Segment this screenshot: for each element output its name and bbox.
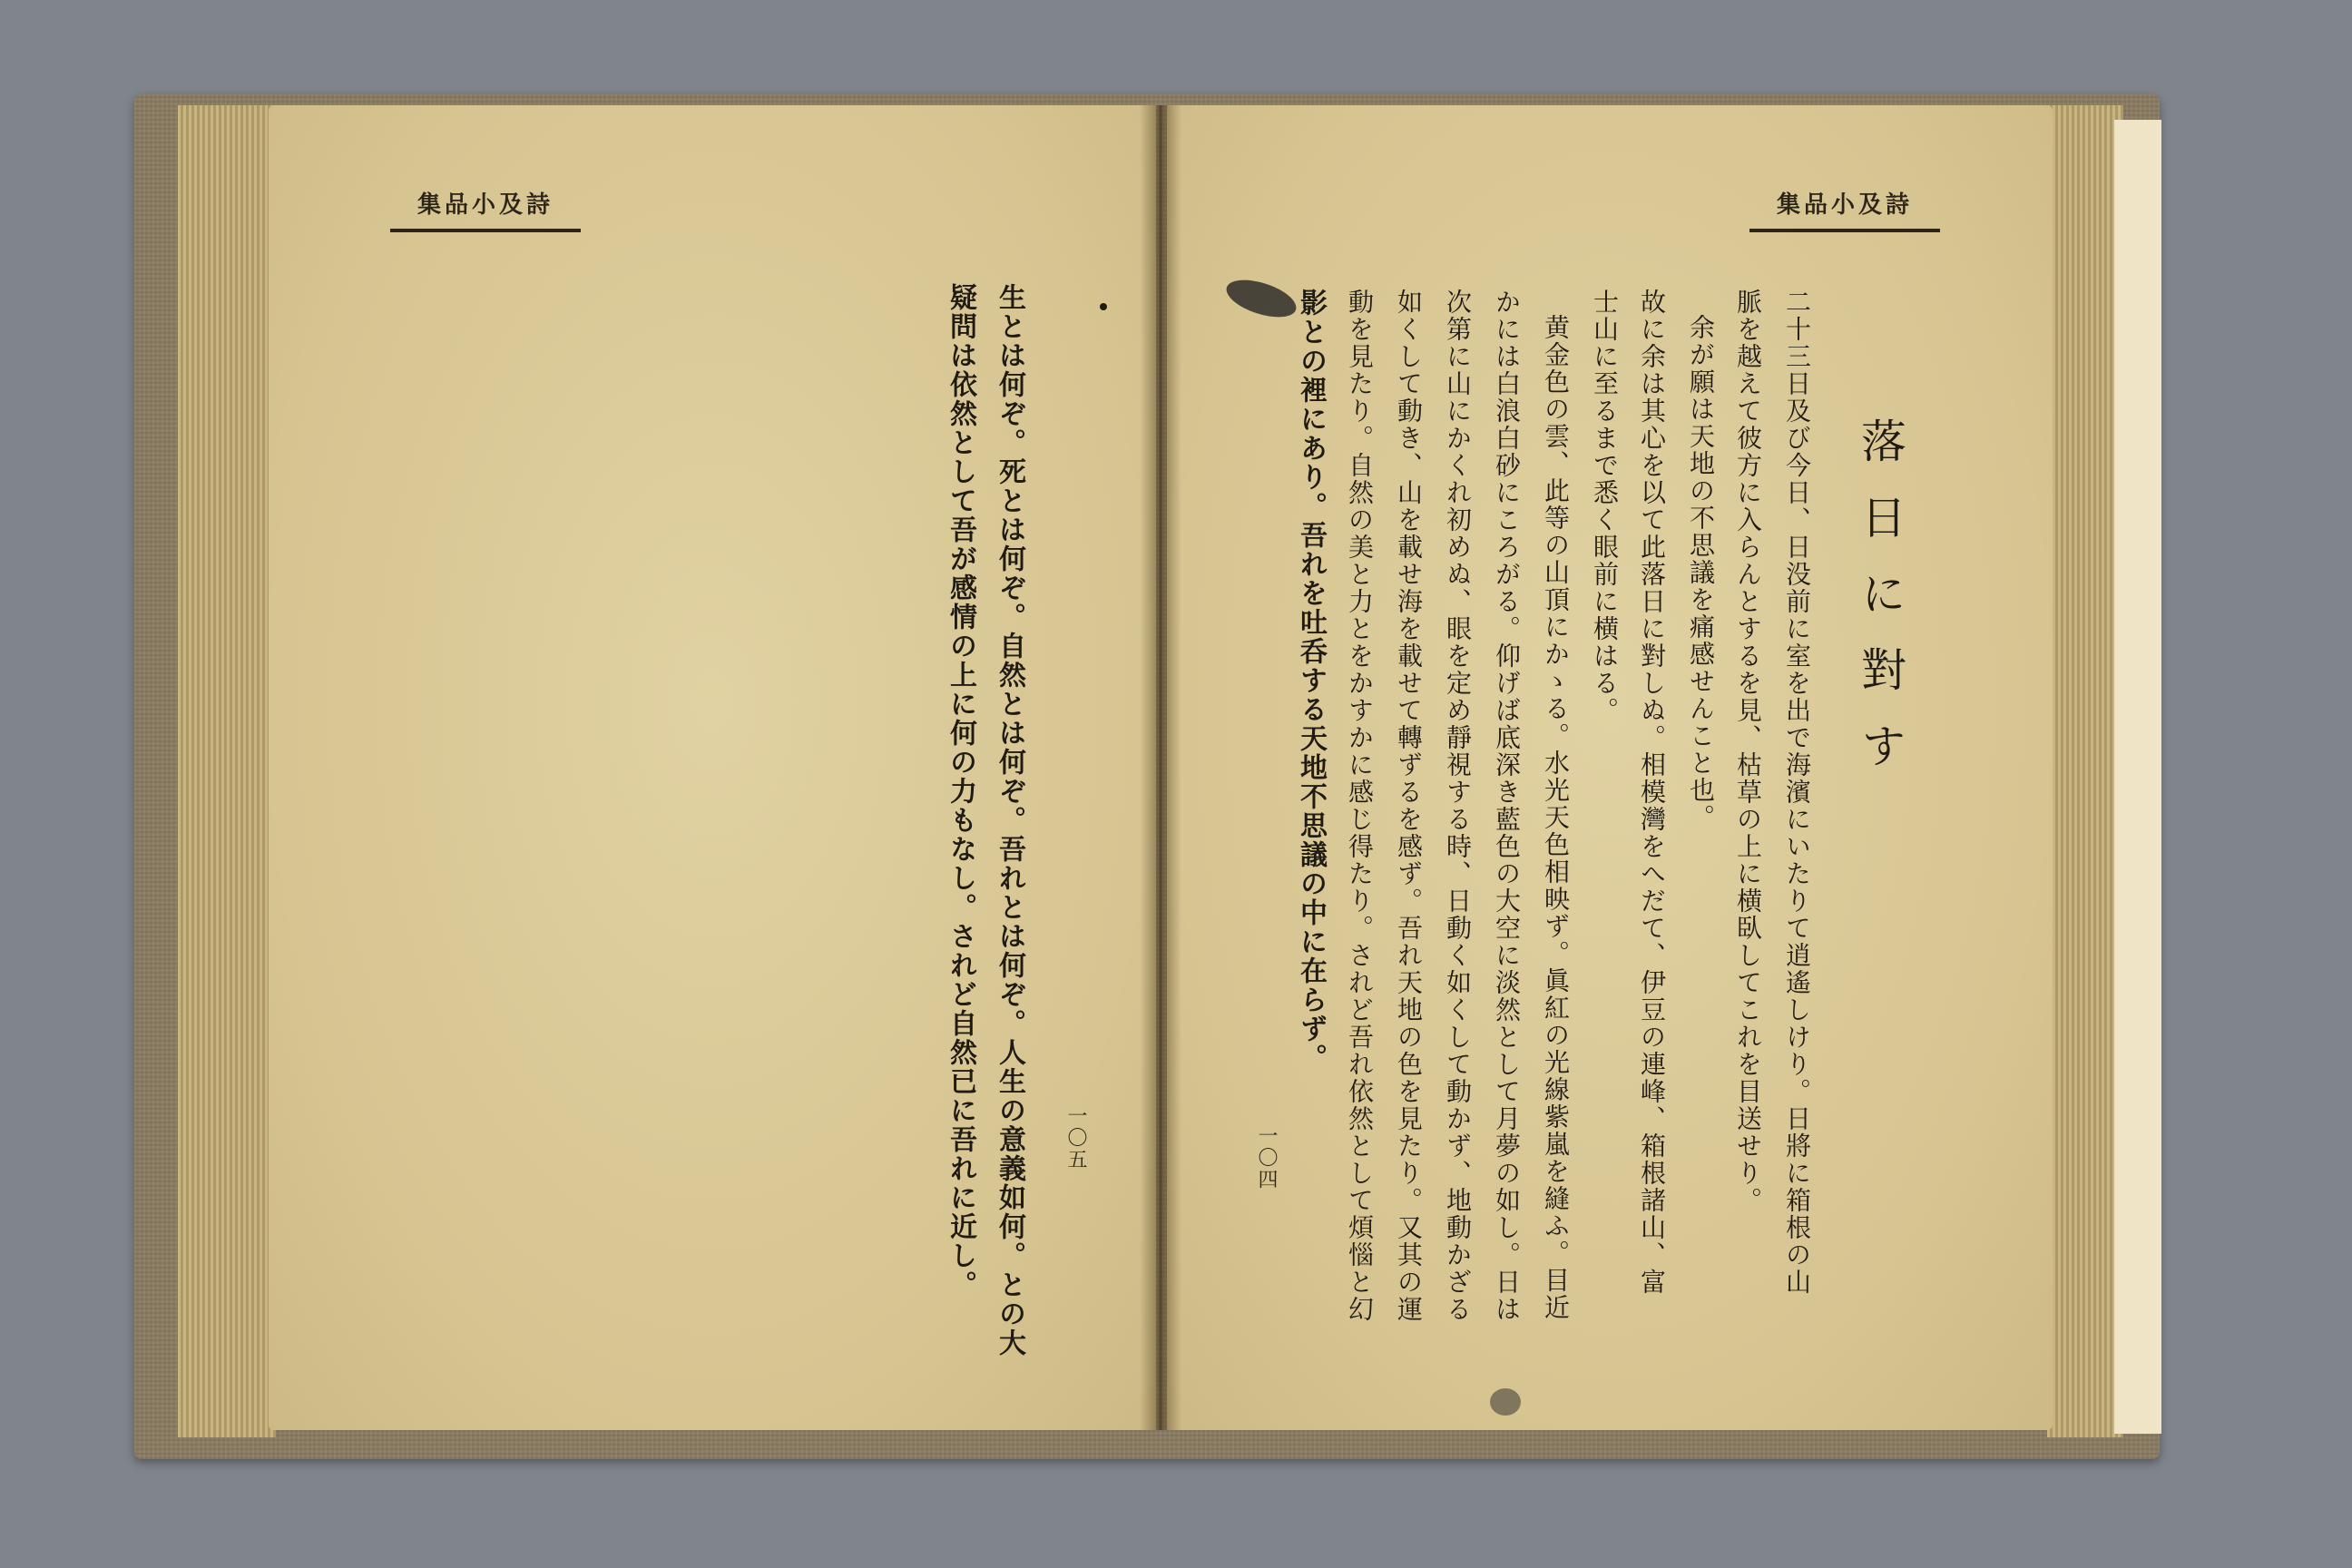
right-page-column-7: かには白浪白砂にころがる。仰げば底深き藍色の大空に淡然として月夢の如し。日は (1492, 289, 1522, 1323)
left-page-edges (178, 105, 276, 1437)
right-endpaper (2114, 120, 2161, 1434)
left-page-column-1: 生とは何ぞ。死とは何ぞ。自然とは何ぞ。吾れとは何ぞ。人生の意義如何。との大 (994, 283, 1025, 1357)
chapter-title: 落日に對す (1854, 417, 1906, 799)
ink-smudge (1490, 1388, 1521, 1416)
right-page-column-5: 士山に至るまで悉く眼前に横はる。 (1590, 289, 1620, 724)
ink-dot (1100, 303, 1107, 310)
right-page-column-3: 余が願は天地の不思議を痛感せんこと也。 (1686, 314, 1716, 831)
left-page-number: 一〇五 (1064, 1105, 1087, 1171)
right-page-column-2: 脈を越えて彼方に入らんとするを見、枯草の上に横臥してこれを目送せり。 (1733, 289, 1763, 1214)
left-page-column-2: 疑問は依然として吾が感情の上に何の力もなし。されど自然已に吾れに近し。 (945, 283, 976, 1299)
right-page-column-10: 動を見たり。自然の美と力とをかすかに感じ得たり。されど吾れ依然として煩惱と幻 (1345, 289, 1375, 1323)
right-page-column-8: 次第に山にかくれ初めぬ、眼を定め靜視する時、日動く如くして動かず、地動かざる (1443, 289, 1473, 1323)
right-page-number: 一〇四 (1255, 1125, 1278, 1191)
running-header-left: 集品小及詩 (390, 181, 581, 232)
right-page-column-9: 如くして動き、山を載せ海を載せて轉ずるを感ず。吾れ天地の色を見たり。又其の運 (1394, 289, 1424, 1323)
running-header-right: 集品小及詩 (1749, 181, 1940, 232)
right-page-edges (2047, 105, 2123, 1437)
right-page-column-11: 影との裡にあり。吾れを吐呑する天地不思議の中に在らず。 (1295, 289, 1327, 1073)
right-page-column-4: 故に余は其心を以て此落日に對しぬ。相模灣をへだて、伊豆の連峰、箱根諸山、富 (1637, 289, 1667, 1296)
right-page-column-1: 二十三日及び今日、日没前に室を出で海濱にいたりて逍遙しけり。日將に箱根の山 (1782, 289, 1812, 1296)
right-page-column-6: 黄金色の雲、此等の山頂にかゝる。水光天色相映ず。眞紅の光線紫嵐を縫ふ。目近 (1541, 314, 1571, 1321)
book-gutter (1140, 105, 1181, 1430)
